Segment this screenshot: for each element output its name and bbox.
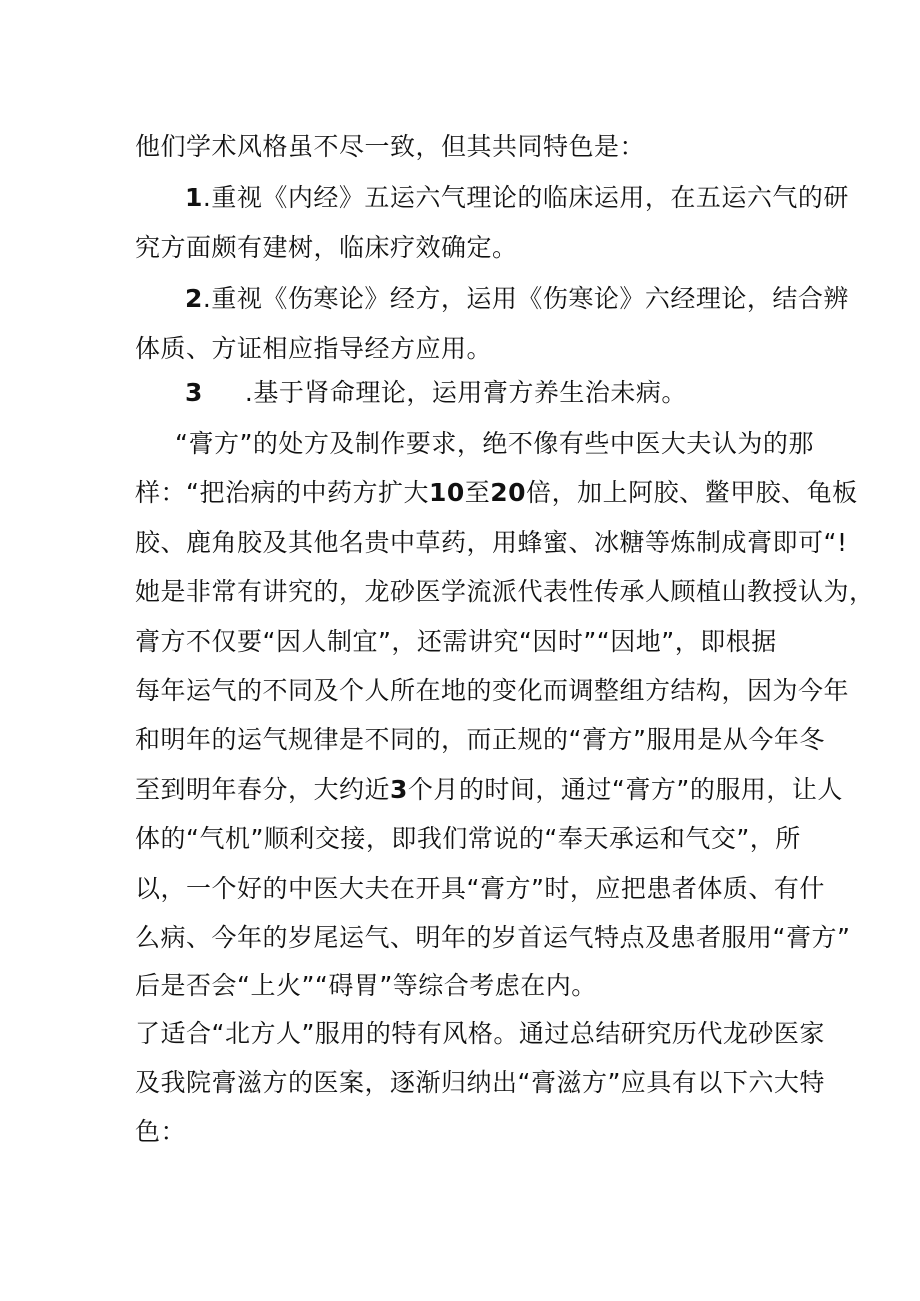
item-2-text: .重视《伤寒论》经方，运用《伤寒论》六经理论，结合辨: [202, 284, 849, 313]
para-line-11: [135, 918, 851, 958]
number-3: 3: [390, 775, 408, 804]
para-text-11: 么病、今年的岁尾运气、明年的岁首运气特点及患者服用“膏方”: [135, 923, 851, 952]
item-2-number: 2: [185, 284, 203, 313]
para-text-5: 膏方不仅要“因人制宜”，还需讲究“因时”“因地”，即根据: [135, 627, 777, 656]
item-1-text-cont: 究方面颇有建树，临床疗效确定。: [135, 233, 518, 262]
para-text-10: 以，一个好的中医大夫在开具“膏方”时，应把患者体质、有什: [135, 874, 825, 903]
number-20: 20: [490, 478, 527, 507]
item-2-line-2: [135, 329, 795, 369]
item-3-text: .基于肾命理论，运用膏方养生治未病。: [244, 378, 687, 407]
para-text-3: 胶、鹿角胶及其他名贵中草药，用蜂蜜、冰糖等炼制成膏即可“!: [135, 528, 848, 557]
para2-line-3: [135, 1112, 795, 1152]
para-text-1: “膏方”的处方及制作要求，绝不像有些中医大夫认为的那: [175, 429, 814, 458]
para-text-9: 体的“气机”顺利交接，即我们常说的“奉天承运和气交”，所: [135, 824, 801, 853]
para-line-4: [135, 572, 875, 612]
para-line-10: [135, 869, 825, 909]
item-1-number: 1: [185, 183, 203, 212]
para-text-2c: 倍，加上阿胶、鳖甲胶、龟板: [526, 478, 858, 507]
para2-line-2: [135, 1063, 825, 1103]
para-line-9: [135, 819, 801, 859]
para-line-2: [135, 473, 858, 513]
para-line-7: [135, 720, 825, 760]
para-line-5: [135, 622, 795, 662]
para-line-1: [175, 424, 835, 464]
item-3-number: 3: [185, 378, 203, 407]
item-2-line-1: [185, 279, 849, 319]
para2-text-2: 及我院膏滋方的医案，逐渐归纳出“膏滋方”应具有以下六大特: [135, 1068, 825, 1097]
item-1-text: .重视《内经》五运六气理论的临床运用，在五运六气的研: [202, 183, 849, 212]
item-3-line: [185, 373, 845, 413]
para-line-3: [135, 523, 848, 563]
para2-text-1: 了适合“北方人”服用的特有风格。通过总结研究历代龙砂医家: [135, 1019, 825, 1048]
para-text-6: 每年运气的不同及个人所在地的变化而调整组方结构，因为今年: [135, 676, 850, 705]
intro-line: [135, 127, 795, 167]
intro-text: 他们学术风格虽不尽一致，但其共同特色是：: [135, 132, 646, 161]
para-text-12: 后是否会“上火”“碍胃”等综合考虑在内。: [135, 971, 597, 1000]
item-2-text-cont: 体质、方证相应指导经方应用。: [135, 334, 493, 363]
para-text-2a: 样：“把治病的中药方扩大: [135, 478, 429, 507]
para-text-2b: 至: [464, 478, 491, 507]
para2-line-1: [135, 1014, 825, 1054]
para-text-4: 她是非常有讲究的，龙砂医学流派代表性传承人顾植山教授认为，: [135, 577, 875, 606]
item-1-line-2: [135, 228, 795, 268]
para-line-8: [135, 770, 843, 810]
para2-text-3: 色：: [135, 1117, 187, 1146]
para-line-12: [135, 966, 795, 1006]
para-text-8b: 个月的时间，通过“膏方”的服用，让人: [407, 775, 843, 804]
item-1-line-1: [185, 178, 849, 218]
para-text-8a: 至到明年春分，大约近: [135, 775, 391, 804]
para-text-7: 和明年的运气规律是不同的，而正规的“膏方”服用是从今年冬: [135, 725, 825, 754]
para-line-6: [135, 671, 850, 711]
number-10: 10: [428, 478, 465, 507]
